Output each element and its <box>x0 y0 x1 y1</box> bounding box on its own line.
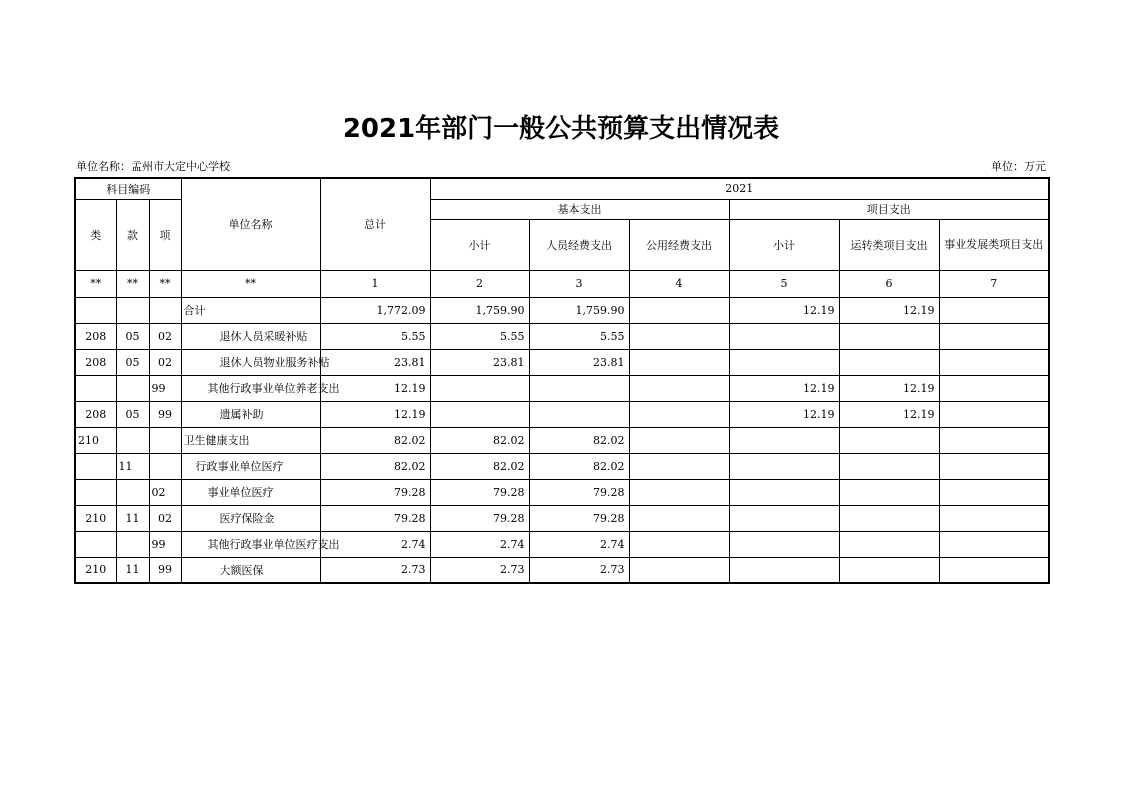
cell-total: 2.73 <box>320 557 430 583</box>
cell-project-subtotal: 12.19 <box>729 401 839 427</box>
cell-personnel: 79.28 <box>529 505 629 531</box>
cell-name: 退休人员采暖补贴 <box>181 323 320 349</box>
mark-cell: 4 <box>629 270 729 297</box>
cell-personnel: 79.28 <box>529 479 629 505</box>
cell-name: 行政事业单位医疗 <box>181 453 320 479</box>
cell-kuan <box>116 375 149 401</box>
page-title: 2021年部门一般公共预算支出情况表 <box>342 114 780 144</box>
cell-public <box>629 323 729 349</box>
cell-kuan: 05 <box>116 349 149 375</box>
cell-public <box>629 557 729 583</box>
cell-basic-subtotal: 23.81 <box>430 349 529 375</box>
cell-public <box>629 531 729 557</box>
cell-personnel: 1,759.90 <box>529 297 629 323</box>
cell-project-subtotal <box>729 427 839 453</box>
cell-kuan: 11 <box>116 557 149 583</box>
cell-xiang: 99 <box>149 531 181 557</box>
header-project: 项目支出 <box>729 199 1049 219</box>
mark-cell: 1 <box>320 270 430 297</box>
cell-lei: 210 <box>75 557 116 583</box>
marks-row <box>75 270 1049 297</box>
cell-kuan <box>116 531 149 557</box>
table-row <box>75 349 1049 375</box>
cell-lei <box>75 297 116 323</box>
cell-total: 1,772.09 <box>320 297 430 323</box>
cell-public <box>629 401 729 427</box>
cell-operation <box>839 505 939 531</box>
cell-project-subtotal: 12.19 <box>729 297 839 323</box>
header-public: 公用经费支出 <box>629 219 729 270</box>
table-row <box>75 427 1049 453</box>
cell-public <box>629 453 729 479</box>
cell-kuan <box>116 297 149 323</box>
mark-cell: 2 <box>430 270 529 297</box>
cell-development <box>939 427 1049 453</box>
cell-name: 遗属补助 <box>181 401 320 427</box>
cell-personnel: 23.81 <box>529 349 629 375</box>
cell-public <box>629 479 729 505</box>
cell-development <box>939 557 1049 583</box>
cell-development <box>939 479 1049 505</box>
cell-project-subtotal <box>729 557 839 583</box>
header-kuan: 款 <box>116 199 149 270</box>
cell-personnel: 82.02 <box>529 453 629 479</box>
cell-development <box>939 531 1049 557</box>
cell-operation: 12.19 <box>839 401 939 427</box>
cell-kuan <box>116 479 149 505</box>
cell-kuan <box>116 427 149 453</box>
cell-public <box>629 505 729 531</box>
cell-basic-subtotal: 5.55 <box>430 323 529 349</box>
header-total: 总计 <box>320 178 430 270</box>
cell-name: 事业单位医疗 <box>181 479 320 505</box>
cell-xiang: 99 <box>149 375 181 401</box>
cell-xiang: 02 <box>149 505 181 531</box>
cell-xiang: 02 <box>149 323 181 349</box>
mark-cell: 6 <box>839 270 939 297</box>
header-lei: 类 <box>75 199 116 270</box>
table-row <box>75 375 1049 401</box>
header-year: 2021 <box>430 178 1049 199</box>
header-subject-code: 科目编码 <box>75 178 181 199</box>
cell-xiang: 02 <box>149 479 181 505</box>
cell-xiang: 99 <box>149 557 181 583</box>
cell-basic-subtotal: 79.28 <box>430 479 529 505</box>
header-basic-subtotal: 小计 <box>430 219 529 270</box>
cell-total: 12.19 <box>320 375 430 401</box>
table-row <box>75 505 1049 531</box>
cell-project-subtotal <box>729 349 839 375</box>
cell-lei <box>75 531 116 557</box>
mark-cell: ** <box>75 270 116 297</box>
table-row <box>75 453 1049 479</box>
cell-personnel <box>529 375 629 401</box>
header-personnel: 人员经费支出 <box>529 219 629 270</box>
cell-total: 2.74 <box>320 531 430 557</box>
cell-xiang: 02 <box>149 349 181 375</box>
cell-development <box>939 505 1049 531</box>
cell-personnel: 82.02 <box>529 427 629 453</box>
header-unit-name: 单位名称 <box>181 178 320 270</box>
mark-cell: 3 <box>529 270 629 297</box>
cell-xiang <box>149 297 181 323</box>
mark-cell: ** <box>116 270 149 297</box>
header-basic: 基本支出 <box>430 199 729 219</box>
cell-basic-subtotal: 79.28 <box>430 505 529 531</box>
cell-project-subtotal <box>729 479 839 505</box>
cell-basic-subtotal <box>430 375 529 401</box>
mark-cell: 5 <box>729 270 839 297</box>
cell-lei <box>75 375 116 401</box>
cell-lei: 208 <box>75 349 116 375</box>
cell-development <box>939 297 1049 323</box>
cell-name: 其他行政事业单位医疗支出 <box>181 531 320 557</box>
cell-basic-subtotal: 2.73 <box>430 557 529 583</box>
table-row <box>75 479 1049 505</box>
cell-basic-subtotal: 82.02 <box>430 453 529 479</box>
header-operation: 运转类项目支出 <box>839 219 939 270</box>
cell-xiang <box>149 427 181 453</box>
mark-cell: ** <box>181 270 320 297</box>
cell-basic-subtotal: 82.02 <box>430 427 529 453</box>
cell-name: 合计 <box>181 297 320 323</box>
cell-lei <box>75 479 116 505</box>
cell-name: 卫生健康支出 <box>181 427 320 453</box>
cell-operation <box>839 479 939 505</box>
cell-project-subtotal <box>729 505 839 531</box>
cell-total: 79.28 <box>320 479 430 505</box>
cell-xiang <box>149 453 181 479</box>
cell-operation <box>839 453 939 479</box>
cell-basic-subtotal: 2.74 <box>430 531 529 557</box>
unit-label: 单位：万元 <box>991 160 1046 173</box>
cell-lei: 208 <box>75 323 116 349</box>
cell-kuan: 05 <box>116 401 149 427</box>
cell-operation: 12.19 <box>839 297 939 323</box>
table-row <box>75 323 1049 349</box>
cell-public <box>629 375 729 401</box>
cell-operation: 12.19 <box>839 375 939 401</box>
cell-total: 12.19 <box>320 401 430 427</box>
mark-cell: 7 <box>939 270 1049 297</box>
budget-table <box>74 177 1050 584</box>
cell-total: 5.55 <box>320 323 430 349</box>
cell-name: 医疗保险金 <box>181 505 320 531</box>
cell-personnel <box>529 401 629 427</box>
cell-development <box>939 323 1049 349</box>
header-project-subtotal: 小计 <box>729 219 839 270</box>
cell-development <box>939 401 1049 427</box>
cell-total: 23.81 <box>320 349 430 375</box>
cell-lei: 210 <box>75 427 116 453</box>
cell-personnel: 5.55 <box>529 323 629 349</box>
cell-public <box>629 427 729 453</box>
cell-operation <box>839 427 939 453</box>
header-xiang: 项 <box>149 199 181 270</box>
header-development: 事业发展类项目支出 <box>939 219 1049 270</box>
cell-public <box>629 297 729 323</box>
cell-personnel: 2.73 <box>529 557 629 583</box>
cell-basic-subtotal <box>430 401 529 427</box>
table-row <box>75 557 1049 583</box>
cell-kuan: 05 <box>116 323 149 349</box>
table-row <box>75 531 1049 557</box>
table-row <box>75 297 1049 323</box>
cell-basic-subtotal: 1,759.90 <box>430 297 529 323</box>
cell-total: 79.28 <box>320 505 430 531</box>
cell-total: 82.02 <box>320 427 430 453</box>
cell-project-subtotal <box>729 323 839 349</box>
cell-lei <box>75 453 116 479</box>
unit-name-label: 单位名称：孟州市大定中心学校 <box>76 160 230 173</box>
cell-public <box>629 349 729 375</box>
table-row <box>75 401 1049 427</box>
cell-project-subtotal <box>729 453 839 479</box>
cell-development <box>939 349 1049 375</box>
cell-name: 其他行政事业单位养老支出 <box>181 375 320 401</box>
cell-operation <box>839 531 939 557</box>
cell-project-subtotal <box>729 531 839 557</box>
cell-development <box>939 375 1049 401</box>
cell-lei: 210 <box>75 505 116 531</box>
cell-kuan: 11 <box>116 453 149 479</box>
cell-operation <box>839 349 939 375</box>
header-row-1 <box>75 178 1049 199</box>
cell-lei: 208 <box>75 401 116 427</box>
cell-project-subtotal: 12.19 <box>729 375 839 401</box>
cell-operation <box>839 557 939 583</box>
mark-cell: ** <box>149 270 181 297</box>
cell-personnel: 2.74 <box>529 531 629 557</box>
cell-xiang: 99 <box>149 401 181 427</box>
cell-operation <box>839 323 939 349</box>
cell-kuan: 11 <box>116 505 149 531</box>
cell-total: 82.02 <box>320 453 430 479</box>
cell-name: 退休人员物业服务补贴 <box>181 349 320 375</box>
cell-name: 大额医保 <box>181 557 320 583</box>
cell-development <box>939 453 1049 479</box>
